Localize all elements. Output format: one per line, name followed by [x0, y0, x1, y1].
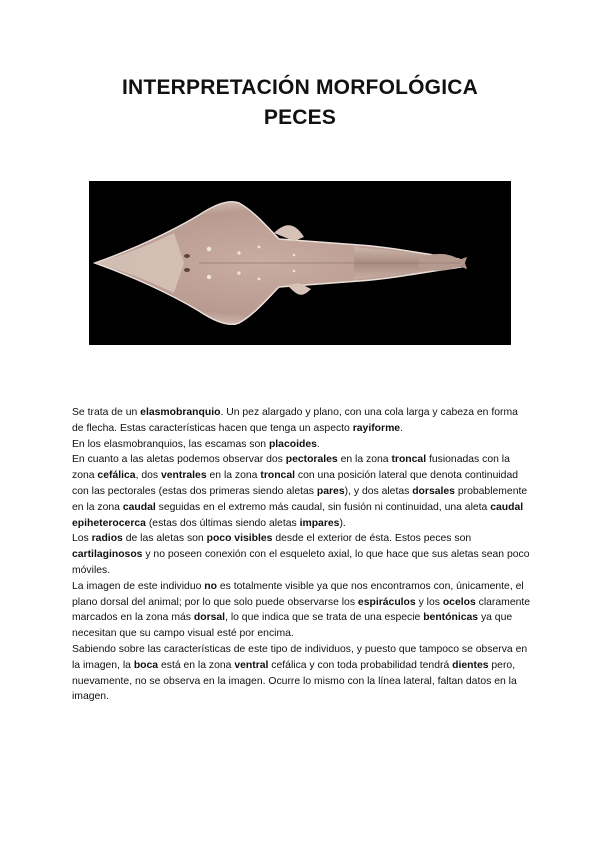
- spiracle: [184, 254, 190, 258]
- bold-term: elasmobranquio: [140, 407, 221, 418]
- text-run: y no poseen conexión con el esqueleto axial, lo que hace que sus aletas sean poco móviles.: [72, 549, 530, 576]
- text-run: es totalmente visible ya que nos encontramos con, únicamente, el plano dorsal del animal; por lo que solo puede observarse los: [72, 580, 524, 608]
- text-run: en la zona: [206, 470, 261, 482]
- ocellus: [207, 275, 211, 279]
- text-run: está en la zona: [158, 659, 235, 671]
- bold-term: troncal: [391, 454, 427, 466]
- text-run: seguidas en el extremo más caudal, sin fusión ni continuidad, una aleta: [155, 501, 491, 513]
- page-title: [0, 73, 600, 133]
- text-run: La imagen de este individuo: [72, 580, 205, 592]
- bold-term: bentónicas: [423, 612, 479, 624]
- text-run: .: [400, 422, 403, 434]
- text-run: Sabiendo sobre las características de este tipo de individuos, y puesto que tampoco se observa en la imagen, la: [72, 643, 528, 671]
- text-run: pero, nuevamente, no se observa en la imagen. Ocurre lo mismo con la línea lateral, faltan datos en la imagen.: [72, 659, 517, 703]
- text-run: desde el exterior de ésta. Estos peces son: [272, 533, 472, 545]
- paragraph: [72, 531, 532, 578]
- text-run: claramente marcados en la zona más: [72, 596, 531, 624]
- text-run: ), y dos aletas: [344, 485, 413, 497]
- bold-term: caudal: [122, 501, 156, 513]
- text-run: (estas dos últimas siendo aletas: [145, 517, 300, 529]
- text-run: de las aletas son: [122, 533, 207, 545]
- bold-term: cartilaginosos: [72, 549, 143, 561]
- caudal-fin: [419, 254, 465, 271]
- guitarfish-photo: [89, 181, 511, 345]
- text-run: ).: [339, 517, 346, 529]
- bold-term: caudal epiheterocerca: [72, 501, 524, 529]
- bold-term: radios: [91, 533, 123, 545]
- bold-term: dientes: [452, 659, 489, 671]
- guitarfish-illustration: [89, 181, 511, 345]
- text-run: .: [316, 438, 320, 450]
- text-run: , lo que indica que se trata de una especie: [225, 612, 424, 624]
- text-run: En los elasmobranquios, las escamas son: [72, 438, 269, 450]
- text-run: , dos: [135, 470, 161, 482]
- spiracle: [184, 268, 190, 272]
- text-run: con una posición lateral que denota continuidad con las pectorales (estas dos primeras siendo aletas: [72, 470, 519, 497]
- bold-term: pectorales: [285, 454, 338, 466]
- text-run: Se trata de un: [72, 407, 141, 418]
- text-run: en la zona: [337, 454, 392, 466]
- page-title-line-2: PECES: [263, 106, 337, 129]
- bold-term: dorsales: [412, 485, 455, 497]
- text-run: cefálica y con toda probabilidad tendrá: [268, 659, 453, 671]
- paragraph: [72, 437, 532, 453]
- ocellus: [207, 247, 211, 251]
- paragraph: [72, 452, 532, 531]
- bold-term: poco visibles: [206, 533, 273, 545]
- text-run: probablemente en la zona: [72, 485, 528, 513]
- bold-term: boca: [133, 659, 159, 671]
- bold-term: impares: [299, 517, 340, 529]
- paragraph: [72, 405, 532, 437]
- bold-term: ventrales: [160, 470, 207, 482]
- bold-term: placoides: [268, 438, 317, 450]
- page-title-line-1: INTERPRETACIÓN MORFOLÓGICA: [122, 76, 478, 99]
- bold-term: no: [204, 580, 217, 592]
- bold-term: ventral: [234, 659, 269, 671]
- paragraph: [72, 642, 532, 705]
- bold-term: rayiforme: [352, 422, 401, 434]
- description-text: [72, 405, 532, 705]
- bold-term: pares: [316, 485, 345, 497]
- text-run: fusionadas con la zona: [72, 454, 510, 482]
- text-run: En cuanto a las aletas podemos observar dos: [72, 454, 286, 466]
- bold-term: troncal: [260, 470, 296, 482]
- text-run: y los: [415, 596, 443, 608]
- text-run: ya que necesitan que su campo visual esté por encima.: [72, 612, 513, 640]
- text-run: . Un pez alargado y plano, con una cola larga y cabeza en forma de flecha. Estas características hacen que tenga un aspecto: [72, 407, 518, 434]
- text-run: Los: [72, 533, 92, 545]
- bold-term: ocelos: [442, 596, 476, 608]
- bold-term: espiráculos: [357, 596, 416, 608]
- bold-term: dorsal: [193, 612, 226, 624]
- bold-term: cefálica: [97, 470, 136, 482]
- paragraph: [72, 579, 532, 642]
